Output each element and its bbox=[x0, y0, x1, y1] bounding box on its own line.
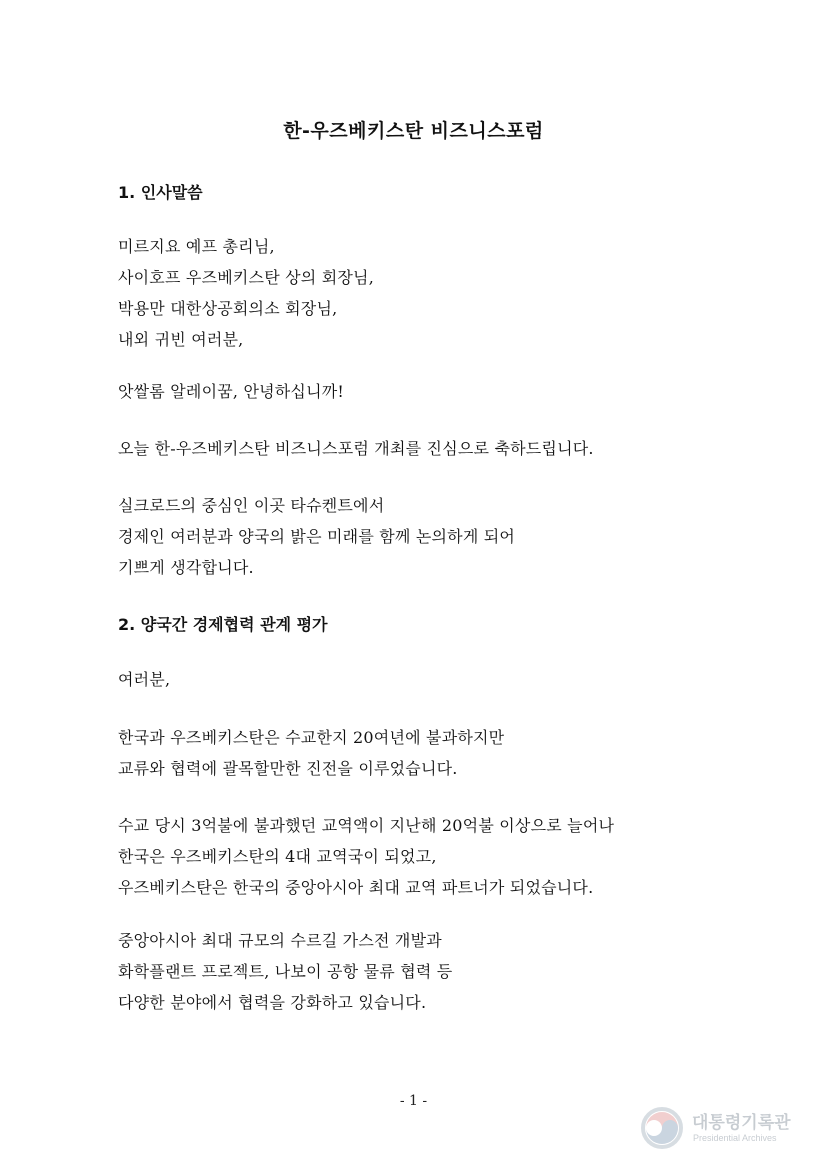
text-line: 중앙아시아 최대 규모의 수르길 가스전 개발과 bbox=[118, 931, 442, 950]
paragraph bbox=[118, 722, 504, 784]
text-line: 여러분, bbox=[118, 670, 171, 689]
archive-watermark bbox=[640, 1104, 810, 1152]
text-line: 오늘 한-우즈베키스탄 비즈니스포럼 개최를 진심으로 축하드립니다. bbox=[118, 439, 594, 458]
text-line: 다양한 분야에서 협력을 강화하고 있습니다. bbox=[118, 993, 427, 1012]
paragraph bbox=[118, 664, 170, 695]
watermark-title: 대통령기록관 bbox=[692, 1113, 791, 1133]
text-line: 앗쌀롬 알레이꿈, 안녕하십니까! bbox=[118, 382, 345, 401]
text-line: 미르지요 예프 총리님, bbox=[118, 237, 275, 256]
paragraph bbox=[118, 231, 374, 355]
text-line: 내외 귀빈 여러분, bbox=[118, 330, 244, 349]
text-line: 경제인 여러분과 양국의 밝은 미래를 함께 논의하게 되어 bbox=[118, 527, 516, 546]
text-line: 화학플랜트 프로젝트, 나보이 공항 물류 협력 등 bbox=[118, 962, 453, 981]
paragraph bbox=[118, 376, 344, 407]
text-line: 기쁘게 생각합니다. bbox=[118, 558, 254, 577]
taegeuk-logo-icon bbox=[640, 1106, 684, 1150]
text-line: 우즈베키스탄은 한국의 중앙아시아 최대 교역 파트너가 되었습니다. bbox=[118, 878, 594, 897]
paragraph bbox=[118, 433, 594, 464]
section-heading-economic-cooperation: 2. 양국간 경제협력 관계 평가 bbox=[118, 615, 328, 634]
paragraph bbox=[118, 925, 452, 1018]
paragraph bbox=[118, 810, 614, 903]
text-line: 수교 당시 3억불에 불과했던 교역액이 지난해 20억불 이상으로 늘어나 bbox=[118, 816, 615, 835]
page-title: 한-우즈베키스탄 비즈니스포럼 bbox=[283, 120, 544, 142]
text-line: 사이호프 우즈베키스탄 상의 회장님, bbox=[118, 268, 374, 287]
page-number: - 1 - bbox=[399, 1093, 428, 1109]
text-line: 박용만 대한상공회의소 회장님, bbox=[118, 299, 338, 318]
section-heading-greeting: 1. 인사말씀 bbox=[118, 183, 203, 202]
text-line: 교류와 협력에 괄목할만한 진전을 이루었습니다. bbox=[118, 759, 458, 778]
text-line: 한국은 우즈베키스탄의 4대 교역국이 되었고, bbox=[118, 847, 437, 866]
watermark-subtitle: Presidential Archives bbox=[693, 1133, 777, 1143]
paragraph bbox=[118, 490, 515, 583]
text-line: 실크로드의 중심인 이곳 타슈켄트에서 bbox=[118, 496, 385, 515]
text-line: 한국과 우즈베키스탄은 수교한지 20여년에 불과하지만 bbox=[118, 728, 505, 747]
